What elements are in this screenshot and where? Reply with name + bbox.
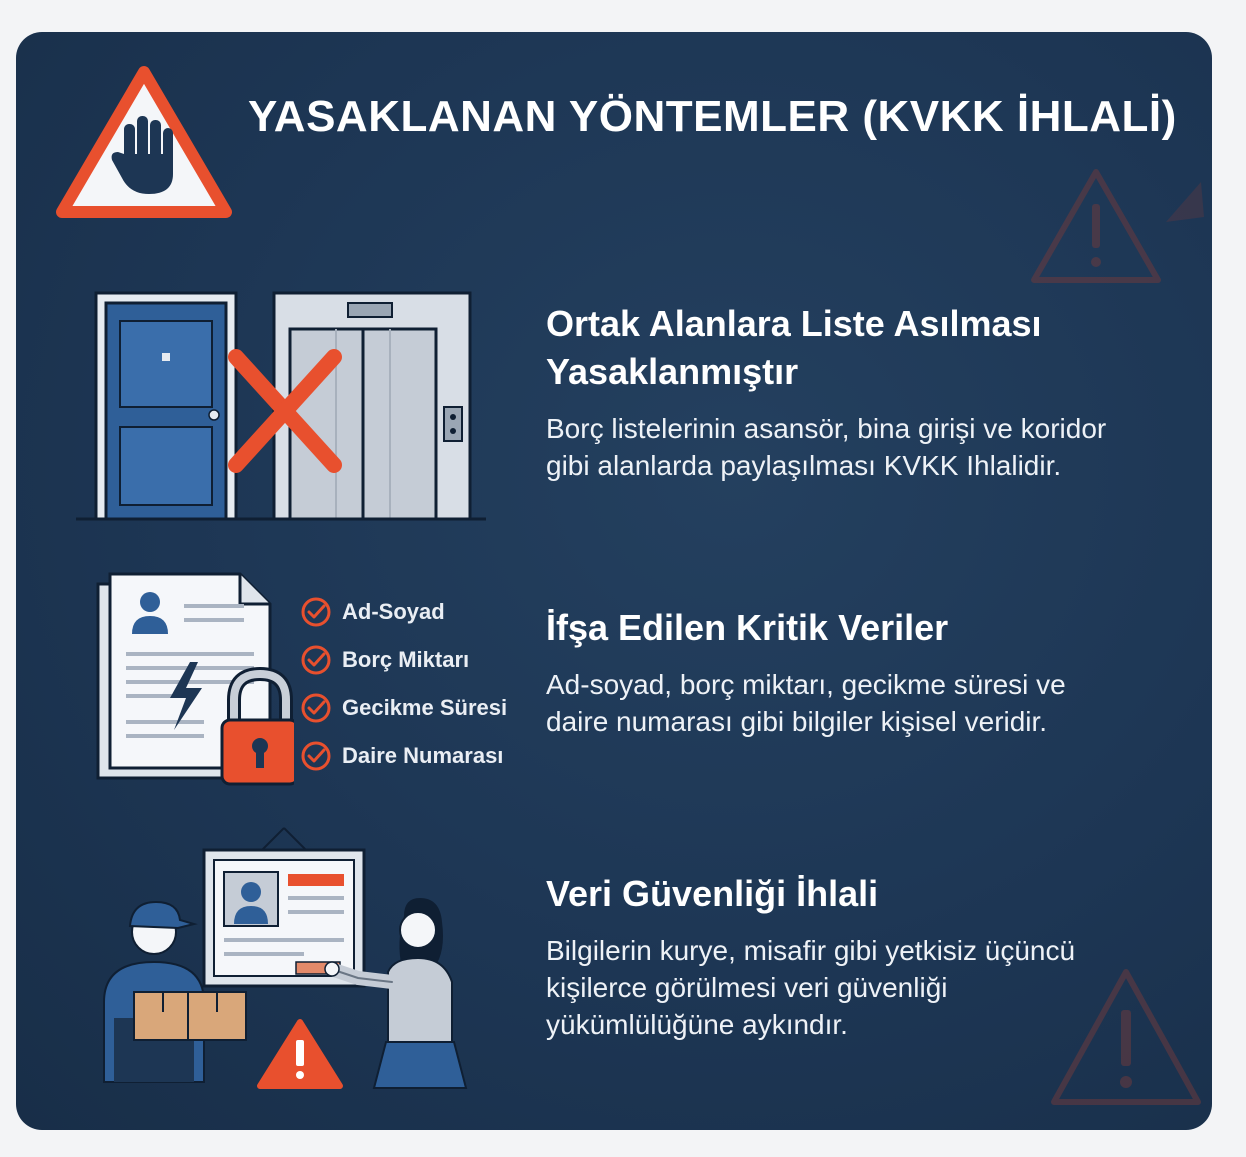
list-item — [300, 732, 507, 780]
section-description — [546, 410, 1106, 484]
description-line: Borç listelerinin asansör, bina girişi ve koridor — [546, 413, 1107, 444]
section-data-security — [546, 870, 1075, 1043]
section-title: Veri Güvenliği İhlali — [546, 873, 879, 914]
infographic-card — [16, 32, 1212, 1130]
description-line: daire numarası gibi bilgiler kişisel veridir. — [546, 706, 1048, 737]
stop-hand-warning-icon — [54, 62, 234, 222]
check-circle-icon — [300, 596, 332, 628]
list-item — [300, 636, 507, 684]
list-item — [300, 588, 507, 636]
checklist-label: Gecikme Süresi — [342, 695, 508, 720]
courier-notice-board-illustration — [74, 822, 494, 1092]
locked-document-illustration — [94, 572, 294, 802]
description-line: Bilgilerin kurye, misafir gibi yetkisiz üçüncü — [546, 935, 1076, 966]
description-line: Ad-soyad, borç miktarı, gecikme süresi ve — [546, 669, 1066, 700]
sensitive-data-checklist — [300, 588, 507, 780]
section-title — [546, 300, 1106, 396]
section-description — [546, 666, 1066, 740]
list-item — [300, 684, 507, 732]
description-line: kişilerce görülmesi veri güvenliği — [546, 972, 948, 1003]
page-title: YASAKLANAN YÖNTEMLER (KVKK İHLALİ) — [248, 92, 1177, 141]
section-title-line: Yasaklanmıştır — [546, 351, 799, 392]
section-description — [546, 932, 1075, 1043]
section-shared-areas — [546, 300, 1106, 484]
checklist-label: Daire Numarası — [342, 743, 504, 768]
checklist-label: Borç Miktarı — [342, 647, 470, 672]
description-line: yükümlülüğüne aykındır. — [546, 1009, 848, 1040]
faint-warning-icon — [1026, 162, 1206, 302]
door-elevator-cross-illustration — [76, 287, 496, 527]
checklist-label: Ad-Soyad — [342, 599, 445, 624]
section-title-line: Ortak Alanlara Liste Asılması — [546, 303, 1042, 344]
check-circle-icon — [300, 740, 332, 772]
section-critical-data — [546, 604, 1066, 740]
description-line: gibi alanlarda paylaşılması KVKK Ihlalidir. — [546, 450, 1062, 481]
check-circle-icon — [300, 644, 332, 676]
check-circle-icon — [300, 692, 332, 724]
section-title: İfşa Edilen Kritik Veriler — [546, 607, 949, 648]
